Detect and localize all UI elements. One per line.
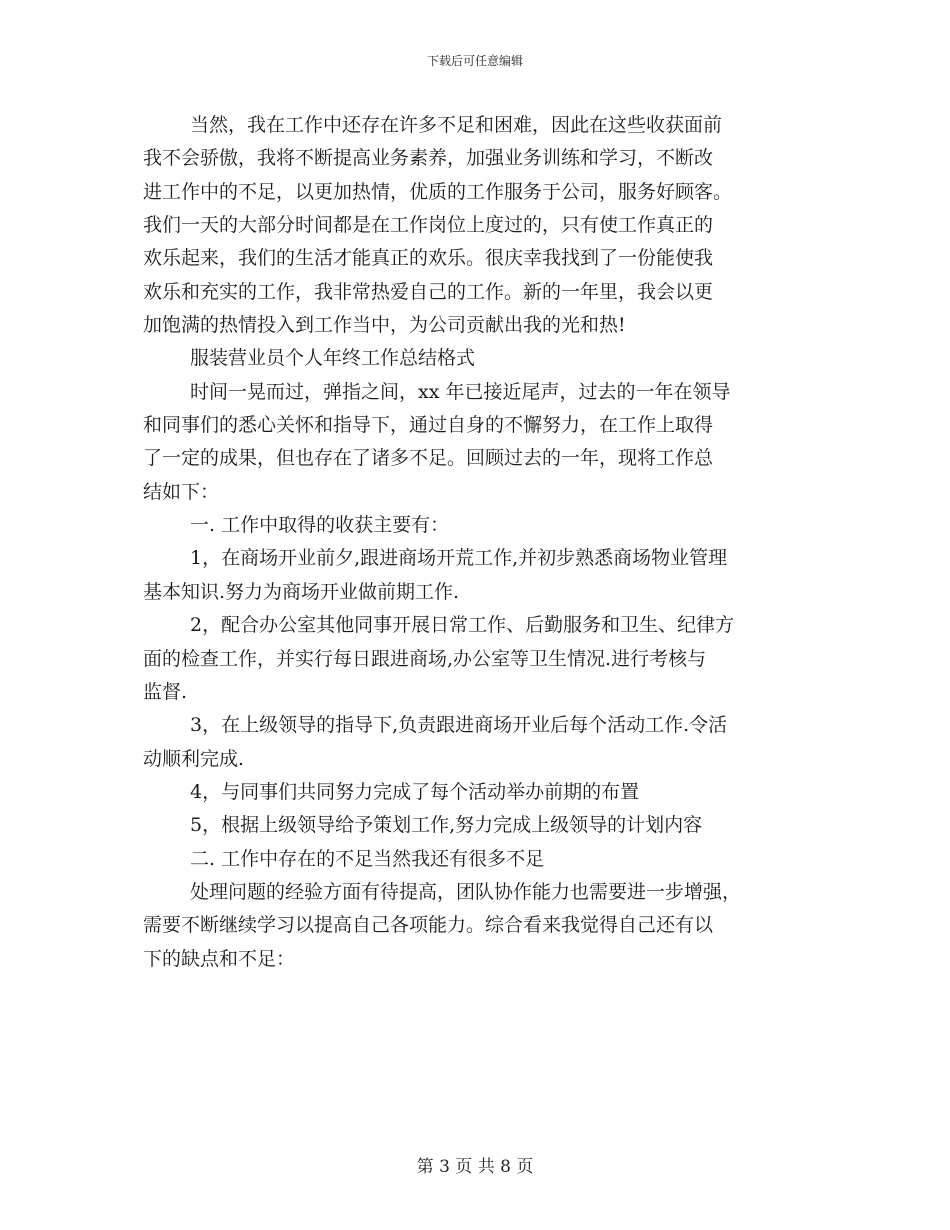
text-line: 2，配合办公室其他同事开展日常工作、后勤服务和卫生、纪律方 <box>190 614 735 637</box>
text-line: 我不会骄傲，我将不断提高业务素养，加强业务训练和学习，不断改 <box>143 147 714 170</box>
text-line: 二. 工作中存在的不足当然我还有很多不足 <box>190 847 545 870</box>
text-line: 进工作中的不足，以更加热情，优质的工作服务于公司，服务好顾客。 <box>143 180 733 203</box>
text-line: 和同事们的悉心关怀和指导下，通过自身的不懈努力，在工作上取得 <box>143 414 714 437</box>
text-line: 时间一晃而过，弹指之间，xx 年已接近尾声，过去的一年在领导 <box>190 380 731 403</box>
text-line: 欢乐和充实的工作，我非常热爱自己的工作。新的一年里，我会以更 <box>143 280 714 303</box>
text-line: 服装营业员个人年终工作总结格式 <box>190 347 476 370</box>
text-line: 我们一天的大部分时间都是在工作岗位上度过的，只有使工作真正的 <box>143 214 714 237</box>
text-line: 加饱满的热情投入到工作当中，为公司贡献出我的光和热! <box>143 314 626 337</box>
text-line: 监督. <box>143 680 188 703</box>
text-line: 欢乐起来，我们的生活才能真正的欢乐。很庆幸我找到了一份能使我 <box>143 247 714 270</box>
text-line: 当然，我在工作中还存在许多不足和困难，因此在这些收获面前 <box>190 114 723 136</box>
text-line: 1，在商场开业前夕,跟进商场开荒工作,并初步熟悉商场物业管理 <box>190 547 728 570</box>
text-line: 3，在上级领导的指导下,负责跟进商场开业后每个活动工作.令活 <box>190 714 728 737</box>
text-line: 一. 工作中取得的收获主要有： <box>190 514 450 537</box>
text-line: 基本知识.努力为商场开业做前期工作. <box>143 580 460 603</box>
text-line: 处理问题的经验方面有待提高，团队协作能力也需要进一步增强， <box>190 880 742 903</box>
text-line: 了一定的成果，但也存在了诸多不足。回顾过去的一年，现将工作总 <box>143 447 714 470</box>
page-header: 下载后可任意编辑 <box>426 54 523 68</box>
page-footer: 第 3 页 共 8 页 <box>416 1157 534 1177</box>
text-line: 面的检查工作，并实行每日跟进商场,办公室等卫生情况.进行考核与 <box>143 647 707 670</box>
document-body <box>143 109 808 976</box>
text-line: 结如下： <box>143 480 220 503</box>
text-line: 动顺利完成. <box>143 747 245 770</box>
text-line: 下的缺点和不足： <box>143 947 296 970</box>
text-line: 4，与同事们共同努力完成了每个活动举办前期的布置 <box>190 780 640 803</box>
text-line: 需要不断继续学习以提高自己各项能力。综合看来我觉得自己还有以 <box>143 914 714 937</box>
text-line: 5，根据上级领导给予策划工作,努力完成上级领导的计划内容 <box>190 814 703 837</box>
